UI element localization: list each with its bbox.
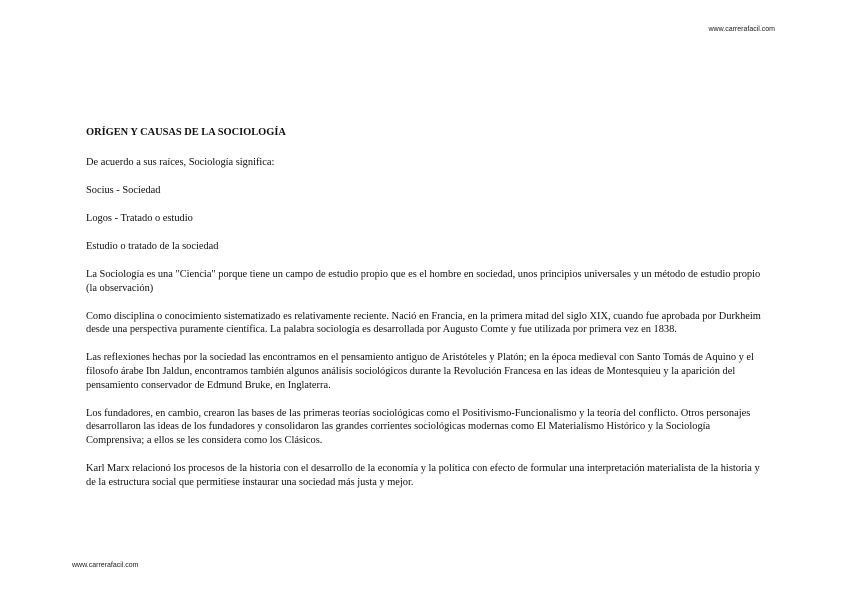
document-body [86,126,766,504]
paragraph-marx: Karl Marx relacionó los procesos de la historia con el desarrollo de la economía y la política con efecto de formular una interpretación materialista de la historia y de la estructura social que permitiese instaurar una sociedad más justa y mejor. [86,462,760,488]
paragraph-logos: Logos - Tratado o estudio [86,212,193,224]
paragraph-disciplina: Como disciplina o conocimiento sistematizado es relativamente reciente. Nació en Francia, en la primera mitad del siglo XIX, cuando fue aprobada por Durkheim desde una perspectiva puramente científica. La palabra sociología es desarrollada por Augusto Comte y fue utilizada por primera vez en 1838. [86,310,761,336]
paragraph-intro: De acuerdo a sus raíces, Sociología significa: [86,156,275,168]
paragraph-definition: Estudio o tratado de la sociedad [86,240,219,252]
footer-url: www.carrerafacil.com [72,562,139,569]
paragraph-socius: Socius - Sociedad [86,184,161,196]
paragraph-fundadores: Los fundadores, en cambio, crearon las bases de las primeras teorías sociológicas como el Positivismo-Funcionalismo y la teoría del conflicto. Otros personajes desarrollaron las ideas de los fundadores y consolidaron las grandes corrientes sociológicas modernas como El Materialismo Histórico y la Sociología Comprensiva; a ellos se les considera como los Clásicos. [86,407,751,446]
paragraph-reflexiones: Las reflexiones hechas por la sociedad las encontramos en el pensamiento antiguo de Aristóteles y Platón; en la época medieval con Santo Tomás de Aquino y el filosofo árabe Ibn Jaldun, encontramos también algunos análisis sociológicos durante la Revolución Francesa en las ideas de Montesquieu y la aparición del pensamiento conservador de Edmund Bruke, en Inglaterra. [86,352,754,391]
paragraph-ciencia: La Sociología es una "Ciencia" porque tiene un campo de estudio propio que es el hombre en sociedad, unos principios universales y un método de estudio propio (la observación) [86,268,761,294]
header-url: www.carrerafacil.com [708,26,775,33]
document-title: ORÍGEN Y CAUSAS DE LA SOCIOLOGÍA [86,127,286,138]
